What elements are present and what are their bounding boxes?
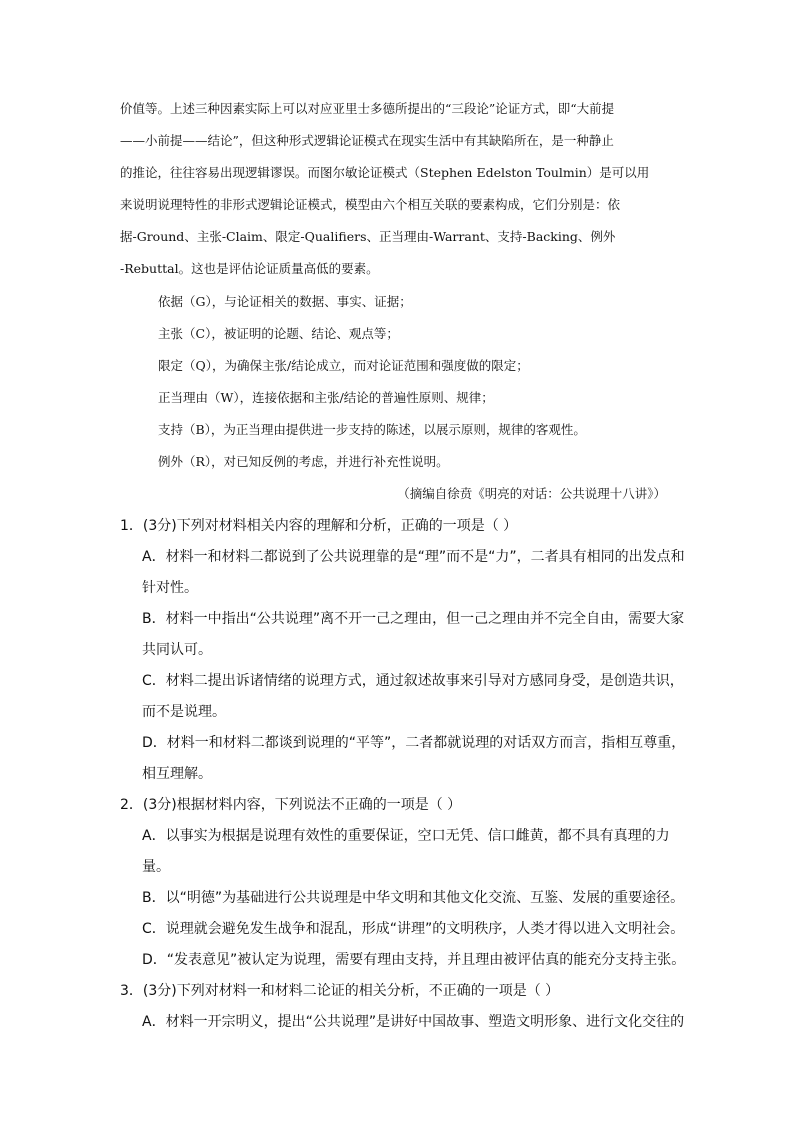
passage-line: 价值等。上述三种因素实际上可以对应亚里士多德所提出的“三段论”论证方式，即“大前提 xyxy=(120,101,615,116)
element-item: 正当理由（W），连接依据和主张/结论的普遍性原则、规律； xyxy=(158,390,494,405)
element-item: 支持（B），为正当理由提供进一步支持的陈述，以展示原则，规律的客观性。 xyxy=(158,422,586,437)
element-item: 主张（C），被证明的论题、结论、观点等； xyxy=(158,326,399,341)
question-option: 针对性。 xyxy=(142,580,198,596)
passage-line: ——小前提——结论”，但这种形式逻辑论证模式在现实生活中有其缺陷所在，是一种静止 xyxy=(120,133,614,148)
passage-source: （摘编自徐贲《明亮的对话：公共说理十八讲》） xyxy=(397,486,666,501)
element-item: 例外（R），对已知反例的考虑，并进行补充性说明。 xyxy=(158,454,449,469)
question-option: A．材料一开宗明义，提出“公共说理”是讲好中国故事、塑造文明形象、进行文化交往的 xyxy=(142,1014,685,1030)
question-option: C．说理就会避免发生战争和混乱，形成“讲理”的文明秩序，人类才得以进入文明社会。 xyxy=(142,921,685,937)
question-option: 而不是说理。 xyxy=(142,704,226,720)
element-item: 限定（Q），为确保主张/结论成立，而对论证范围和强度做的限定； xyxy=(158,358,529,373)
question-option: 量。 xyxy=(142,859,170,875)
passage-line: 据-Ground、主张-Claim、限定-Qualifiers、正当理由-Warrant、支持-Backing、例外 xyxy=(120,229,616,244)
element-item: 依据（G），与论证相关的数据、事实、证据； xyxy=(158,294,412,309)
passage-line: -Rebuttal。这也是评估论证质量高低的要素。 xyxy=(120,261,379,276)
question-option: D．“发表意见”被认定为说理，需要有理由支持，并且理由被评估真的能充分支持主张。 xyxy=(142,952,686,968)
question-option: A．材料一和材料二都说到了公共说理靠的是“理”而不是“力”，二者具有相同的出发点和 xyxy=(142,549,685,565)
question-option: 共同认可。 xyxy=(142,642,212,658)
question-option: D．材料一和材料二都谈到说理的“平等”，二者都就说理的对话双方而言，指相互尊重， xyxy=(142,735,686,751)
question-option: 相互理解。 xyxy=(142,766,212,782)
passage-line: 的推论，往往容易出现逻辑谬误。而图尔敏论证模式（Stephen Edelston Toulmin）是可以用 xyxy=(120,165,650,180)
question-option: C．材料二提出诉诸情绪的说理方式，通过叙述故事来引导对方感同身受，是创造共识， xyxy=(142,673,684,689)
question-option: B．以“明德”为基础进行公共说理是中华文明和其他文化交流、互鉴、发展的重要途径。 xyxy=(142,890,685,906)
question-stem: 3．(3分)下列对材料一和材料二论证的相关分析，不正确的一项是（ ） xyxy=(120,983,560,999)
question-option: B．材料一中指出“公共说理”离不开一己之理由，但一己之理由并不完全自由，需要大家 xyxy=(142,611,685,627)
passage-line: 来说明说理特性的非形式逻辑论证模式，模型由六个相互关联的要素构成，它们分别是：依 xyxy=(120,197,621,212)
question-stem: 1．(3分)下列对材料相关内容的理解和分析，正确的一项是（ ） xyxy=(120,518,518,534)
question-stem: 2．(3分)根据材料内容，下列说法不正确的一项是（ ） xyxy=(120,797,462,813)
question-option: A．以事实为根据是说理有效性的重要保证，空口无凭、信口雌黄，都不具有真理的力 xyxy=(142,828,670,844)
